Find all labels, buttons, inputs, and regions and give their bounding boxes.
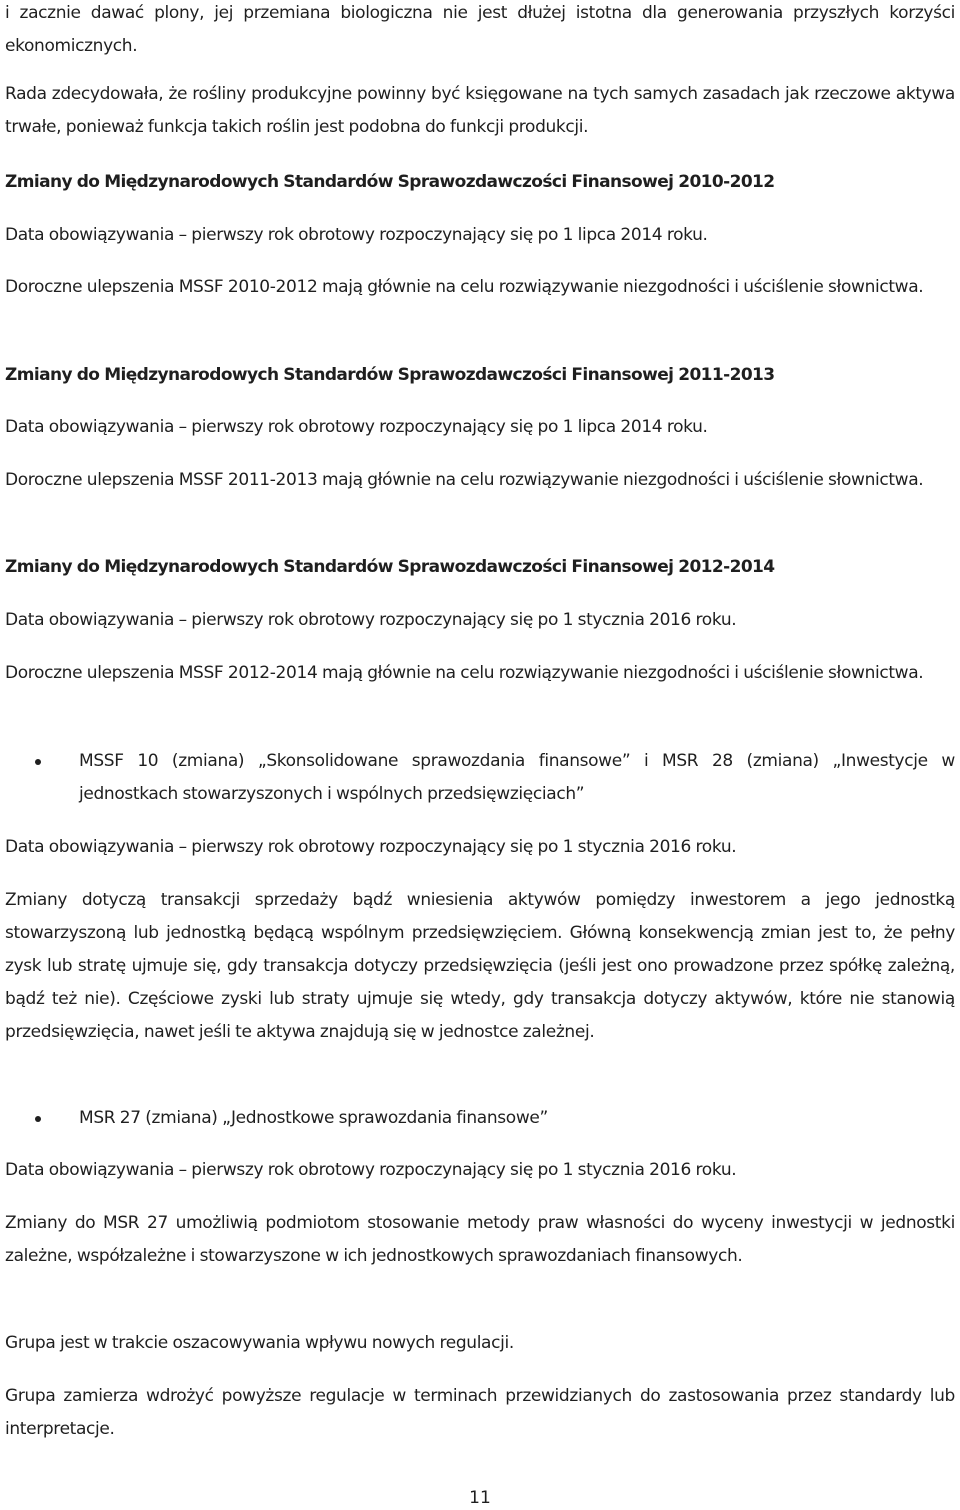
paragraph-group-assessment: Grupa jest w trakcie oszacowywania wpływu nowych regulacji. bbox=[5, 1333, 514, 1353]
paragraph-2010-2012-description: Doroczne ulepszenia MSSF 2010-2012 mają głównie na celu rozwiązywanie niezgodności i uściślenie słownictwa. bbox=[5, 277, 924, 297]
bullet-icon bbox=[35, 759, 41, 765]
paragraph-msr27-description: Zmiany do MSR 27 umożliwią podmiotom stosowanie metody praw własności do wyceny inwestycji w jednostki zależne, współzależne i stowarzyszone w ich jednostkowych sprawozdaniach finansowych. bbox=[5, 1213, 955, 1266]
section-heading-2012-2014: Zmiany do Międzynarodowych Standardów Sprawozdawczości Finansowej 2012-2014 bbox=[5, 557, 775, 577]
page-number: 11 bbox=[469, 1488, 491, 1508]
bullet-item-mssf10 bbox=[5, 745, 955, 811]
paragraph-2012-2014-description: Doroczne ulepszenia MSSF 2012-2014 mają głównie na celu rozwiązywanie niezgodności i uściślenie słownictwa. bbox=[5, 663, 924, 683]
paragraph-rada: Rada zdecydowała, że rośliny produkcyjne powinny być księgowane na tych samych zasadach jak rzeczowe aktywa trwałe, ponieważ funkcja takich roślin jest podobna do funkcji produkcji. bbox=[5, 84, 955, 137]
bullet-text-mssf10: MSSF 10 (zmiana) „Skonsolidowane sprawozdania finansowe” i MSR 28 (zmiana) „Inwestycje w jednostkach stowarzyszonych i wspólnych przedsięwzięciach” bbox=[79, 751, 955, 804]
paragraph-intro-tail: i zacznie dawać plony, jej przemiana biologiczna nie jest dłużej istotna dla generowania przyszłych korzyści ekonomicznych. bbox=[5, 3, 955, 56]
effective-date-msr27: Data obowiązywania – pierwszy rok obrotowy rozpoczynający się po 1 stycznia 2016 roku. bbox=[5, 1160, 737, 1180]
section-heading-2010-2012: Zmiany do Międzynarodowych Standardów Sprawozdawczości Finansowej 2010-2012 bbox=[5, 172, 775, 192]
effective-date-2010-2012: Data obowiązywania – pierwszy rok obrotowy rozpoczynający się po 1 lipca 2014 roku. bbox=[5, 225, 708, 245]
bullet-text-msr27: MSR 27 (zmiana) „Jednostkowe sprawozdania finansowe” bbox=[79, 1108, 548, 1128]
bullet-icon bbox=[35, 1116, 41, 1122]
effective-date-2012-2014: Data obowiązywania – pierwszy rok obrotowy rozpoczynający się po 1 stycznia 2016 roku. bbox=[5, 610, 737, 630]
effective-date-mssf10: Data obowiązywania – pierwszy rok obrotowy rozpoczynający się po 1 stycznia 2016 roku. bbox=[5, 837, 737, 857]
paragraph-mssf10-description: Zmiany dotyczą transakcji sprzedaży bądź wniesienia aktywów pomiędzy inwestorem a jego jednostką stowarzyszoną lub jednostką będącą wspólnym przedsięwzięciem. Główną konsekwencją zmian jest to, że pełny zysk lub stratę ujmuje się, gdy transakcja dotyczy przedsięwzięcia (jeśli jest ono prowadzone przez spółkę zależną, bądź też nie). Częściowe zyski lub straty ujmuje się wtedy, gdy transakcja dotyczy aktywów, które nie stanowią przedsięwzięcia, nawet jeśli te aktywa znajdują się w jednostce zależnej. bbox=[5, 890, 955, 1042]
paragraph-2011-2013-description: Doroczne ulepszenia MSSF 2011-2013 mają głównie na celu rozwiązywanie niezgodności i uściślenie słownictwa. bbox=[5, 470, 924, 490]
bullet-item-msr27 bbox=[5, 1102, 955, 1135]
paragraph-group-implementation: Grupa zamierza wdrożyć powyższe regulacje w terminach przewidzianych do zastosowania przez standardy lub interpretacje. bbox=[5, 1386, 955, 1439]
effective-date-2011-2013: Data obowiązywania – pierwszy rok obrotowy rozpoczynający się po 1 lipca 2014 roku. bbox=[5, 417, 708, 437]
section-heading-2011-2013: Zmiany do Międzynarodowych Standardów Sprawozdawczości Finansowej 2011-2013 bbox=[5, 365, 775, 385]
